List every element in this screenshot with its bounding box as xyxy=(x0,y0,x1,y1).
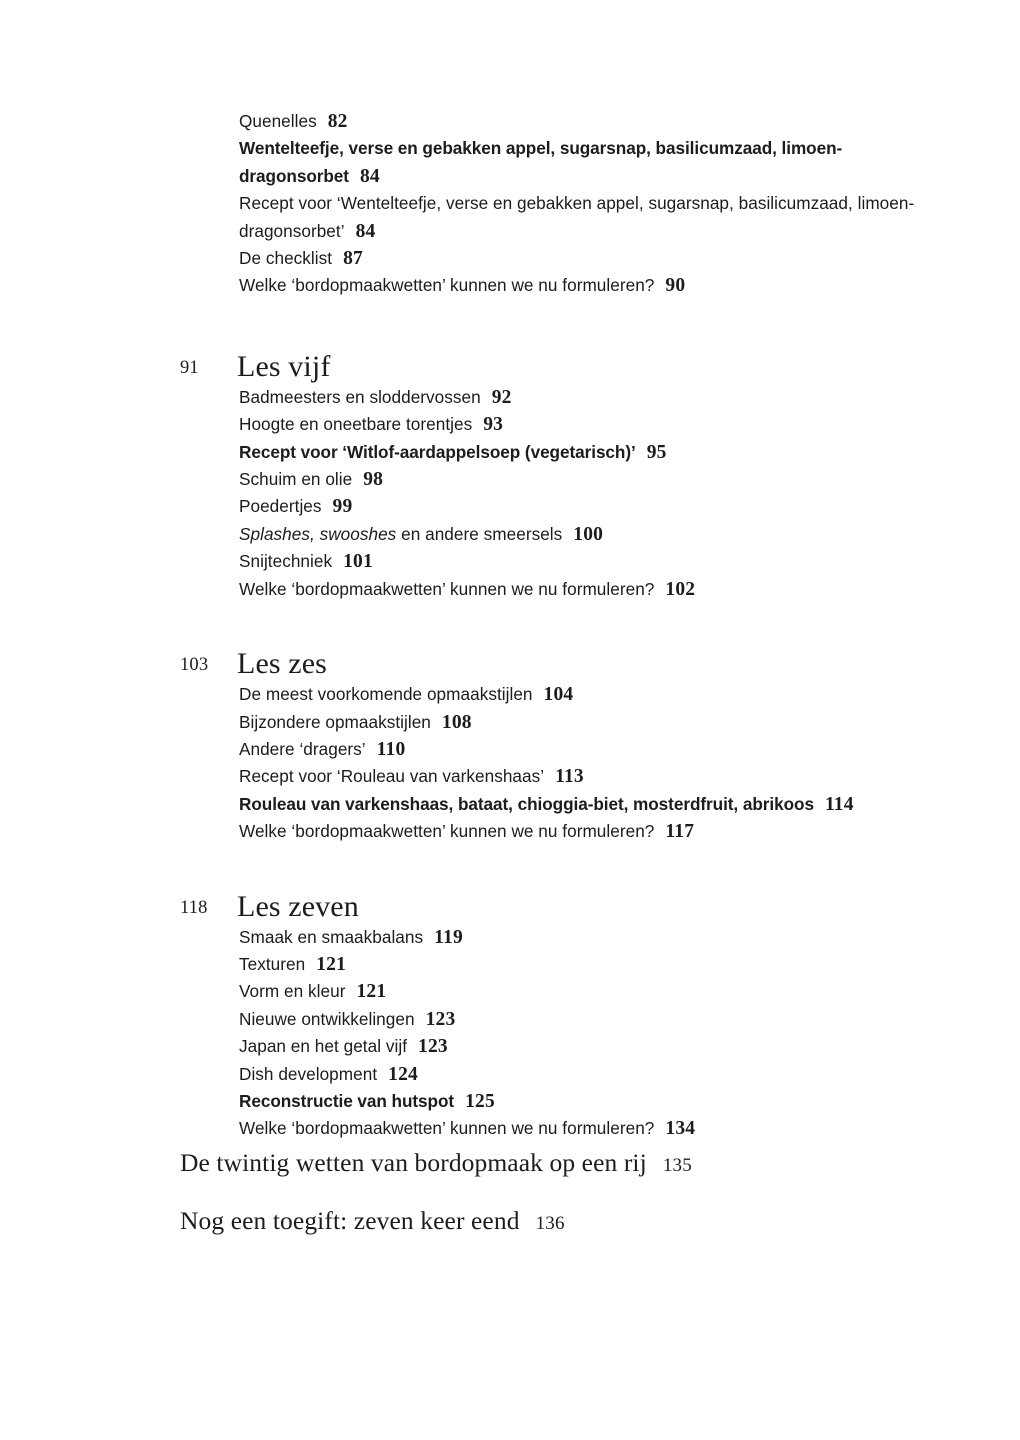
toc-entry[interactable] xyxy=(180,576,939,603)
toc-entry-label: en andere smeersels xyxy=(396,523,563,544)
toc-entry-label: Badmeesters en sloddervossen xyxy=(239,386,481,407)
toc-entry-label: Texturen xyxy=(239,953,306,974)
toc-entry-page: 124 xyxy=(388,1063,418,1085)
toc-entry-page: 123 xyxy=(425,1008,456,1030)
toc-standalone-label: De twintig wetten van bordopmaak op een rij xyxy=(180,1148,647,1177)
toc-entry-page: 121 xyxy=(316,953,347,975)
toc-entry-page: 110 xyxy=(376,738,406,760)
chapter-heading-les-zes[interactable] xyxy=(180,637,940,681)
toc-entry-page: 125 xyxy=(465,1090,495,1112)
toc-entry-page: 114 xyxy=(824,793,854,815)
toc-entry[interactable] xyxy=(180,466,939,493)
toc-entry-page: 108 xyxy=(441,711,472,733)
toc-entry[interactable] xyxy=(180,439,939,466)
toc-entry[interactable] xyxy=(180,1033,939,1060)
toc-entry-page: 99 xyxy=(332,496,353,518)
toc-entry[interactable] xyxy=(180,411,939,438)
toc-entry[interactable] xyxy=(180,384,939,411)
toc-entry-page: 90 xyxy=(665,275,686,297)
toc-entry-label: De checklist xyxy=(239,248,333,269)
toc-entry-label: Andere ‘dragers’ xyxy=(239,738,366,759)
toc-entry-page: 98 xyxy=(363,469,384,491)
toc-entry[interactable] xyxy=(180,681,939,708)
toc-entry-label: Recept voor ‘Rouleau van varkenshaas’ xyxy=(239,766,545,787)
chapter-title: Les zeven xyxy=(237,889,359,923)
toc-entry-label: Schuim en olie xyxy=(239,469,353,490)
toc-entry-page: 121 xyxy=(356,981,387,1003)
toc-entry-page: 95 xyxy=(646,441,667,463)
toc-body xyxy=(180,108,940,1143)
toc-entry-label: Nieuwe ontwikkelingen xyxy=(239,1008,415,1029)
toc-entry-label-italic: Splashes, swooshes xyxy=(239,523,397,544)
toc-entry[interactable] xyxy=(180,272,939,299)
toc-entry-page: 87 xyxy=(343,248,363,270)
toc-entry-page: 84 xyxy=(359,165,380,187)
toc-entry-page: 117 xyxy=(665,821,695,843)
toc-entry-label: Hoogte en oneetbare torentjes xyxy=(239,414,473,435)
toc-entry-page: 134 xyxy=(665,1118,696,1140)
toc-entry[interactable] xyxy=(180,763,939,790)
toc-entry[interactable] xyxy=(180,135,939,190)
toc-entry-label: De meest voorkomende opmaakstijlen xyxy=(239,684,533,705)
toc-entry-label: Japan en het getal vijf xyxy=(239,1036,408,1057)
toc-entry-page: 113 xyxy=(555,766,584,788)
toc-entry[interactable] xyxy=(180,924,939,951)
toc-entry-page: 82 xyxy=(327,111,348,132)
toc-entry-page: 100 xyxy=(573,523,604,545)
toc-entry[interactable] xyxy=(180,818,939,845)
toc-standalone-label: Nog een toegift: zeven keer eend xyxy=(180,1206,520,1235)
toc-entry[interactable] xyxy=(180,245,939,272)
chapter-number: 118 xyxy=(180,897,208,918)
section-spacer xyxy=(180,300,940,340)
toc-entry-page: 123 xyxy=(418,1036,448,1058)
toc-entry[interactable] xyxy=(180,493,939,520)
toc-entry[interactable] xyxy=(180,108,939,135)
chapter-heading-les-zeven[interactable] xyxy=(180,880,940,924)
chapter-title: Les vijf xyxy=(237,349,331,383)
chapter-group-les-vijf xyxy=(180,340,940,603)
toc-entry-page: 101 xyxy=(343,551,373,573)
toc-entry[interactable] xyxy=(180,1061,939,1088)
toc-standalone-entry-nog-een-toegift[interactable] xyxy=(180,1206,940,1236)
toc-entry-label: Quenelles xyxy=(239,111,317,131)
toc-entry-label: Recept voor ‘Witlof-aardappelsoep (vegetarisch)’ xyxy=(239,441,636,462)
toc-entry-label: Bijzondere opmaakstijlen xyxy=(239,711,431,732)
toc-entry-label: Poedertjes xyxy=(239,496,322,517)
toc-entry[interactable] xyxy=(180,190,939,245)
toc-entry[interactable] xyxy=(180,736,939,763)
toc-entry-page: 93 xyxy=(483,414,504,436)
chapter-number: 91 xyxy=(180,357,199,378)
toc-entry-label: Welke ‘bordopmaakwetten’ kunnen we nu formuleren? xyxy=(239,1118,655,1139)
chapter-title: Les zes xyxy=(237,647,327,681)
toc-entry-page: 102 xyxy=(665,578,696,600)
toc-entry[interactable] xyxy=(180,709,939,736)
toc-standalone-entry-twintig-wetten[interactable] xyxy=(180,1148,940,1178)
toc-entry[interactable] xyxy=(180,951,939,978)
toc-entry-page: 104 xyxy=(543,684,574,706)
chapter-number: 103 xyxy=(180,655,209,676)
toc-entry-label: Welke ‘bordopmaakwetten’ kunnen we nu formuleren? xyxy=(239,821,655,842)
toc-entry-label: Smaak en smaakbalans xyxy=(239,926,424,947)
section-spacer xyxy=(180,603,940,637)
toc-entry[interactable] xyxy=(180,791,939,818)
toc-standalone-page: 136 xyxy=(535,1213,565,1234)
toc-entry-label: Rouleau van varkenshaas, bataat, chioggia-biet, mosterdfruit, abrikoos xyxy=(239,793,814,814)
toc-entry[interactable] xyxy=(180,978,939,1005)
toc-entry-label: Vorm en kleur xyxy=(239,981,346,1002)
chapter-heading-les-vijf[interactable] xyxy=(180,340,940,384)
toc-entry[interactable] xyxy=(180,1006,939,1033)
chapter-group-les-zes xyxy=(180,637,940,845)
toc-entry-label: Welke ‘bordopmaakwetten’ kunnen we nu formuleren? xyxy=(239,275,655,296)
toc-entry-page: 84 xyxy=(355,220,376,242)
toc-entry[interactable] xyxy=(180,1115,939,1142)
continued-entry-group xyxy=(180,108,940,300)
toc-entry-page: 119 xyxy=(434,926,463,948)
toc-entry[interactable] xyxy=(180,521,939,548)
toc-standalone-wrapper xyxy=(180,1206,565,1235)
toc-entry-label: Recept voor ‘Wentelteefje, verse en gebakken appel, sugarsnap, basilicumzaad, limoen-dragonsorbet’ xyxy=(239,193,915,241)
toc-entry-label: Dish development xyxy=(239,1063,378,1084)
toc-entry-label: Wentelteefje, verse en gebakken appel, sugarsnap, basilicumzaad, limoen-dragonsorbet xyxy=(239,138,843,186)
toc-entry[interactable] xyxy=(180,548,939,575)
toc-entry[interactable] xyxy=(180,1088,939,1115)
toc-entry-label: Snijtechniek xyxy=(239,551,333,572)
toc-entry-label: Welke ‘bordopmaakwetten’ kunnen we nu formuleren? xyxy=(239,578,655,599)
toc-standalone-wrapper xyxy=(180,1148,692,1177)
toc-entry-label: Reconstructie van hutspot xyxy=(239,1090,455,1111)
section-spacer xyxy=(180,846,940,880)
toc-standalone-page: 135 xyxy=(662,1155,692,1176)
chapter-group-les-zeven xyxy=(180,880,940,1143)
toc-entry-page: 92 xyxy=(491,386,512,408)
